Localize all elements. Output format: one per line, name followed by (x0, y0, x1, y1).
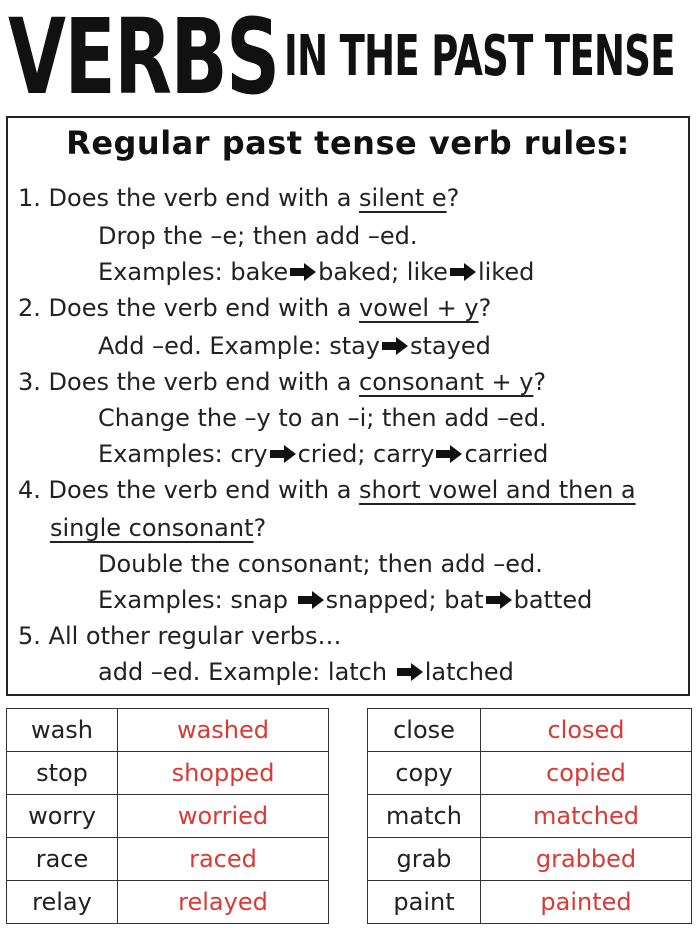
right-arrow-icon (297, 590, 325, 610)
title-subtitle: IN THE PAST TENSE (284, 24, 675, 89)
past-tense-verb: copied (481, 752, 692, 795)
rule-5-examples: add –ed. Example: latch latched (98, 658, 514, 686)
underlined-term: short vowel and then a (359, 476, 636, 504)
past-tense-verb: closed (481, 709, 692, 752)
base-verb: race (7, 838, 118, 881)
base-verb: grab (368, 838, 481, 881)
underlined-term: silent e (359, 184, 447, 212)
rules-heading: Regular past tense verb rules: (66, 124, 630, 162)
right-arrow-icon (435, 444, 463, 464)
past-tense-verb: grabbed (481, 838, 692, 881)
base-verb: worry (7, 795, 118, 838)
table-row (368, 881, 692, 924)
past-tense-verb: raced (118, 838, 329, 881)
right-arrow-icon (269, 444, 297, 464)
base-verb: close (368, 709, 481, 752)
past-tense-verb: painted (481, 881, 692, 924)
table-row (7, 795, 329, 838)
right-arrow-icon (289, 262, 317, 282)
rule-3-examples: Examples: cry cried; carry carried (98, 440, 549, 468)
rule-4-question-cont: single consonant? (50, 514, 267, 542)
table-row (368, 838, 692, 881)
base-verb: paint (368, 881, 481, 924)
table-row (368, 795, 692, 838)
base-verb: match (368, 795, 481, 838)
table-row (368, 709, 692, 752)
right-arrow-icon (485, 590, 513, 610)
page-title (8, 0, 698, 118)
underlined-term: vowel + y (359, 294, 479, 322)
rule-3-question: 3. Does the verb end with a consonant + y? (18, 368, 547, 396)
table-row (7, 709, 329, 752)
title-verbs: VERBS (8, 0, 279, 118)
rule-4-instruction: Double the consonant; then add –ed. (98, 550, 543, 578)
underlined-term: consonant + y (359, 368, 534, 396)
verb-table-right (367, 708, 692, 924)
rule-2-examples: Add –ed. Example: stay stayed (98, 332, 491, 360)
table-row (7, 752, 329, 795)
rule-4-question: 4. Does the verb end with a short vowel and then a (18, 476, 636, 504)
rules-box (6, 116, 690, 696)
table-row (368, 752, 692, 795)
past-tense-verb: matched (481, 795, 692, 838)
rule-2-question: 2. Does the verb end with a vowel + y? (18, 294, 492, 322)
table-row (7, 838, 329, 881)
rule-1-instruction: Drop the –e; then add –ed. (98, 222, 418, 250)
past-tense-verb: shopped (118, 752, 329, 795)
verb-table-left (6, 708, 329, 924)
base-verb: stop (7, 752, 118, 795)
base-verb: wash (7, 709, 118, 752)
base-verb: copy (368, 752, 481, 795)
table-row (7, 881, 329, 924)
rule-1-examples: Examples: bake baked; like liked (98, 258, 535, 286)
underlined-term: single consonant (50, 514, 254, 542)
rule-3-instruction: Change the –y to an –i; then add –ed. (98, 404, 547, 432)
past-tense-verb: relayed (118, 881, 329, 924)
rule-4-examples: Examples: snap snapped; bat batted (98, 586, 593, 614)
right-arrow-icon (449, 262, 477, 282)
base-verb: relay (7, 881, 118, 924)
right-arrow-icon (396, 662, 424, 682)
past-tense-verb: washed (118, 709, 329, 752)
right-arrow-icon (381, 336, 409, 356)
rule-5-question: 5. All other regular verbs… (18, 622, 342, 650)
rule-1-question: 1. Does the verb end with a silent e? (18, 184, 460, 212)
past-tense-verb: worried (118, 795, 329, 838)
